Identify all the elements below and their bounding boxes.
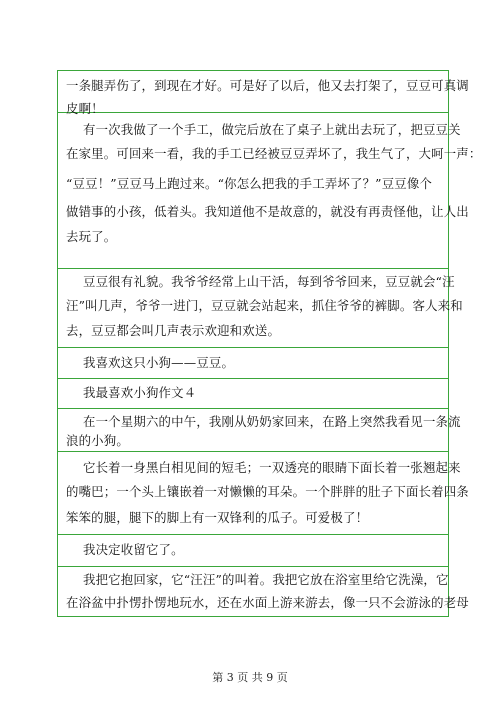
text-line: 在浴盆中扑愣扑愣地玩水，还在水面上游来游去，像一只不会游泳的老母 (66, 595, 469, 610)
text-line: 我决定收留它了。 (83, 542, 184, 557)
divider-line (58, 566, 448, 567)
text-line: 汪”叫几声，爷爷一进门，豆豆就会站起来，抓住爷爷的裤脚。客人来和 (66, 298, 463, 313)
divider-line (58, 347, 448, 348)
text-line: 笨笨的腿，腿下的脚上有一双锋利的瓜子。可爱极了！ (66, 510, 369, 525)
text-line: 在家里。可回来一看，我的手工已经被豆豆弄坏了，我生气了，大呵一声： (66, 146, 482, 161)
text-line: 豆豆很有礼貌。我爷爷经常上山干活，每到爷爷回来，豆豆就会“汪 (83, 274, 455, 289)
text-line: 浪的小狗。 (66, 433, 129, 448)
page-number: 第 3 页 共 9 页 (212, 671, 288, 684)
text-line: 去，豆豆都会叫几声表示欢迎和欢送。 (66, 323, 281, 338)
divider-line (58, 378, 448, 379)
text-line: 一条腿弄伤了，到现在才好。可是好了以后，他又去打架了，豆豆可真调 (66, 78, 469, 93)
text-line: 它长着一身黑白相见间的短毛；一双透亮的眼睛下面长着一张翘起来 (83, 460, 461, 475)
text-line: 去玩了。 (66, 229, 117, 244)
divider-line (58, 534, 448, 535)
document-frame (57, 70, 482, 617)
divider-line (58, 268, 448, 269)
text-line: 做错事的小孩，低着头。我知道他不是故意的，就没有再责怪他，让人出 (66, 204, 469, 219)
divider-line (58, 408, 448, 409)
text-line: 在一个星期六的中午，我刚从奶奶家回来，在路上突然我看见一条流 (83, 414, 461, 429)
text-line: 我把它抱回家，它“汪汪”的叫着。我把它放在浴室里给它洗澡，它 (83, 572, 449, 587)
text-line: 皮啊！ (66, 101, 104, 116)
text-line: 有一次我做了一个手工，做完后放在了桌子上就出去玩了，把豆豆关 (83, 122, 461, 137)
text-line: “豆豆！”豆豆马上跑过来。“你怎么把我的手工弄坏了？”豆豆像个 (66, 176, 433, 191)
text-line: 的嘴巴；一个头上镶嵌着一对懒懒的耳朵。一个胖胖的肚子下面长着四条 (66, 484, 469, 499)
section-heading: 我最喜欢小狗作文４ (83, 385, 197, 400)
text-line: 我喜欢这只小狗——豆豆。 (83, 355, 235, 370)
